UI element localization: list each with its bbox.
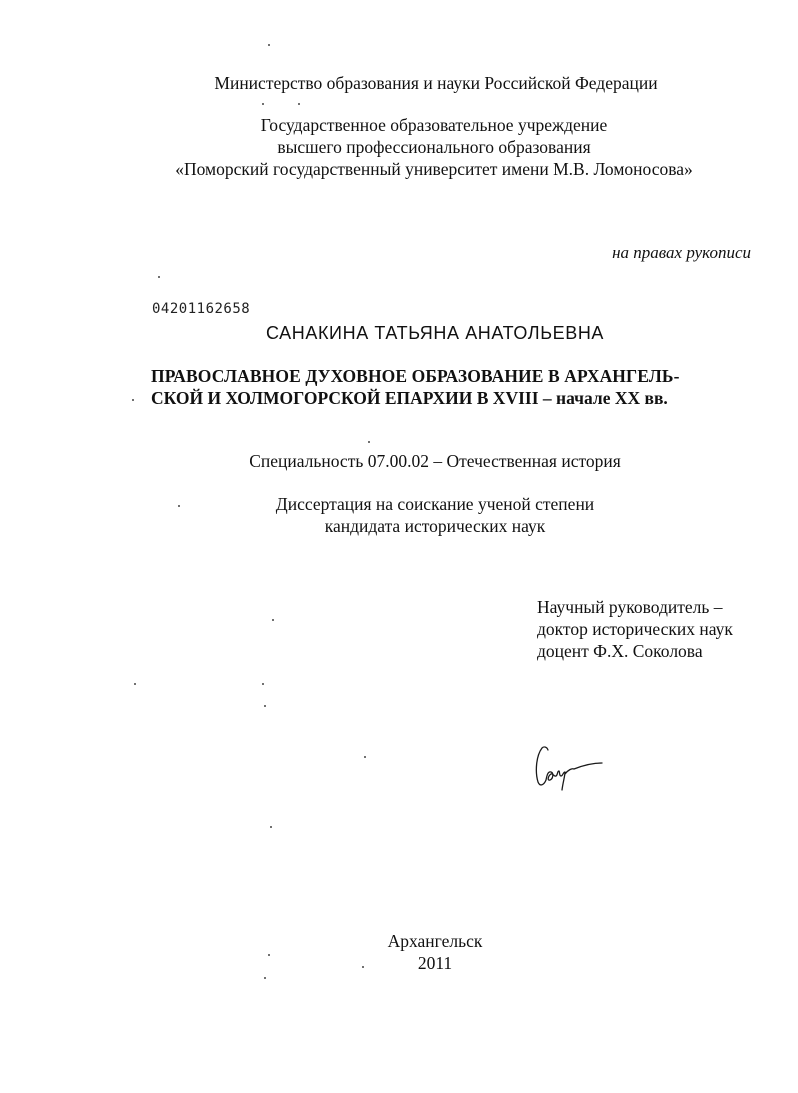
dissertation-line-1: Диссертация на соискание ученой степени bbox=[275, 494, 595, 514]
specialty: Специальность 07.00.02 – Отечественная история bbox=[249, 451, 621, 471]
thesis-title-line-1: ПРАВОСЛАВНОЕ ДУХОВНОЕ ОБРАЗОВАНИЕ В АРХАНГЕЛЬ- bbox=[151, 366, 680, 386]
scan-speck bbox=[364, 756, 366, 758]
city: Архангельск bbox=[387, 931, 483, 951]
dissertation-line-2: кандидата исторических наук bbox=[324, 516, 546, 536]
signature-icon bbox=[532, 738, 604, 792]
manuscript-note: на правах рукописи bbox=[612, 243, 751, 262]
institution-type: Государственное образовательное учреждение bbox=[260, 115, 608, 135]
scan-speck bbox=[132, 399, 134, 401]
scan-speck bbox=[178, 505, 180, 507]
scan-speck bbox=[262, 683, 264, 685]
university-name: «Поморский государственный университет имени М.В. Ломоносова» bbox=[175, 159, 693, 179]
scan-speck bbox=[268, 954, 270, 956]
thesis-title-line-2: СКОЙ И ХОЛМОГОРСКОЙ ЕПАРХИИ В XVIII – начале XX вв. bbox=[151, 388, 668, 408]
scan-speck bbox=[158, 276, 160, 278]
scan-speck bbox=[268, 44, 270, 46]
author-name: САНАКИНА ТАТЬЯНА АНАТОЛЬЕВНА bbox=[265, 323, 605, 343]
scan-speck bbox=[264, 705, 266, 707]
scan-speck bbox=[272, 619, 274, 621]
year: 2011 bbox=[417, 953, 453, 973]
supervisor-name: доцент Ф.Х. Соколова bbox=[537, 641, 703, 661]
registration-number: 04201162658 bbox=[152, 301, 251, 317]
scan-speck bbox=[270, 826, 272, 828]
scan-speck bbox=[368, 441, 370, 443]
ministry-name: Министерство образования и науки Российской Федерации bbox=[214, 73, 658, 93]
institution-level: высшего профессионального образования bbox=[277, 137, 591, 157]
scan-speck bbox=[298, 103, 300, 105]
supervisor-role: Научный руководитель – bbox=[537, 597, 723, 617]
scan-speck bbox=[134, 683, 136, 685]
scan-speck bbox=[362, 966, 364, 968]
scan-speck bbox=[262, 103, 264, 105]
supervisor-degree: доктор исторических наук bbox=[537, 619, 733, 639]
scan-speck bbox=[264, 977, 266, 979]
